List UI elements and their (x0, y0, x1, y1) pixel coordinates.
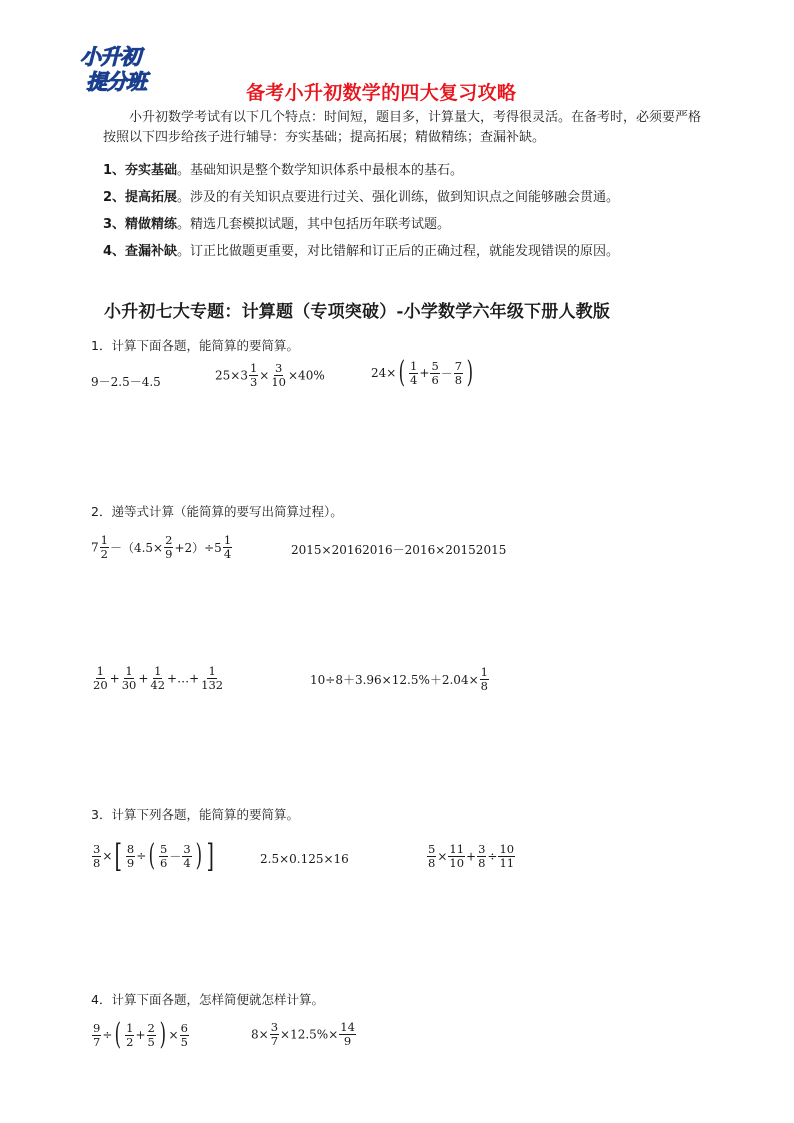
q4-expr-a: $\frac{9}{7}$ ÷( $\frac{1}{2}$ + $\frac{2}{5}$ ) × $\frac{6}{5}$ (93, 1017, 188, 1052)
q2-expr-a: 7 $\frac{1}{2}$ －（4.5× $\frac{2}{9}$ +2）÷5 $\frac{1}{4}$ (91, 533, 232, 561)
q4a-frac-3: $\frac{2}{5}$ (147, 1020, 155, 1049)
q1b-frac-1: $\frac{1}{3}$ (249, 361, 258, 389)
q3c-frac-2: $\frac{11}{10}$ (449, 842, 465, 870)
tip-3-head: 3、精做精练 (103, 217, 178, 232)
q4b-frac-2: $\frac{14}{9}$ (340, 1020, 355, 1048)
q1c-frac-3: $\frac{7}{8}$ (454, 358, 463, 387)
question-2-label: 2．递等式计算（能简算的要写出简算过程）。 (91, 504, 343, 519)
q2-expr-c: $\frac{1}{20}$ + $\frac{1}{30}$ + $\frac{1}{42}$ +…+ $\frac{1}{132}$ (93, 664, 224, 692)
q1b-part: ×40% (288, 368, 325, 383)
q4a-frac-4: $\frac{6}{5}$ (180, 1020, 188, 1049)
q4a-frac-2: $\frac{1}{2}$ (126, 1020, 134, 1049)
logo (80, 43, 168, 99)
q1c-frac-2: $\frac{5}{6}$ (431, 358, 439, 387)
q1-expr-b (215, 362, 325, 389)
tip-2-head: 2、提高拓展 (103, 190, 178, 205)
q2c-frac-4: $\frac{1}{132}$ (201, 664, 224, 692)
tip-2 (103, 188, 619, 208)
q3a-frac-2: $\frac{8}{9}$ (126, 841, 135, 870)
tip-4 (103, 242, 619, 262)
q4b-frac-1: $\frac{3}{7}$ (270, 1020, 279, 1048)
bracket-open: [ (114, 837, 123, 875)
q2d-frac: $\frac{1}{8}$ (480, 665, 488, 693)
bracket-close: ] (206, 837, 215, 875)
q2a-frac-3: $\frac{1}{4}$ (223, 533, 232, 561)
q3-expr-b: 2.5×0.125×16 (260, 852, 349, 866)
q3c-frac-3: $\frac{3}{8}$ (478, 842, 486, 870)
q2c-frac-3: $\frac{1}{42}$ (150, 664, 166, 692)
tip-4-text: 。订正比做题更重要，对比错解和订正后的正确过程，就能发现错误的原因。 (177, 244, 620, 259)
q3c-frac-4: $\frac{10}{11}$ (499, 842, 515, 870)
q2c-frac-1: $\frac{1}{20}$ (93, 664, 108, 692)
tip-1-text: 。基础知识是整个数学知识体系中最根本的基石。 (177, 163, 464, 178)
q2-expr-d: 10÷8＋3.96×12.5%＋2.04× $\frac{1}{8}$ (310, 665, 488, 693)
q1b-part: × (259, 368, 270, 383)
q1c-frac-1: $\frac{1}{4}$ (410, 358, 418, 387)
paren-open: ( (115, 1017, 122, 1052)
tip-3-text: 。精选几套模拟试题，其中包括历年联考试题。 (177, 217, 451, 232)
tip-3 (103, 215, 450, 235)
paren-open: ( (148, 838, 156, 873)
paren-close: ) (159, 1017, 166, 1052)
q3-expr-c: $\frac{5}{8}$ × $\frac{11}{10}$ + $\frac{3}{8}$ ÷ $\frac{10}{11}$ (428, 842, 515, 870)
tip-1-head: 1、夯实基础 (103, 163, 178, 178)
q1c-part: 24× (371, 366, 397, 380)
q3a-frac-3: $\frac{5}{6}$ (159, 841, 168, 870)
paren-open: ( (398, 355, 406, 390)
document-title: 备考小升初数学的四大复习攻略 (246, 82, 517, 104)
paren-close: ) (466, 355, 474, 390)
q1-expr-c: 24×( $\frac{1}{4}$ + $\frac{5}{6}$ － $\frac{7}{8}$ ) (371, 355, 474, 390)
q1-expr-a: 9－2.5－4.5 (91, 375, 161, 389)
logo-line-2: 提分班 (86, 70, 146, 94)
q1b-frac-2: $\frac{3}{10}$ (271, 361, 286, 389)
intro-paragraph: 小升初数学考试有以下几个特点：时间短，题目多，计算量大，考得很灵活。在备考时，必须要严格按照以下四步给孩子进行辅导：夯实基础；提高拓展；精做精练；查漏补缺。 (103, 110, 702, 145)
q3c-frac-1: $\frac{5}{8}$ (428, 842, 436, 870)
tip-1 (103, 161, 463, 181)
q1b-part: 25×3 (215, 368, 248, 383)
q2a-frac-1: $\frac{1}{2}$ (100, 533, 108, 561)
q4-expr-b: 8× $\frac{3}{7}$ ×12.5%× $\frac{14}{9}$ (251, 1020, 355, 1048)
q2c-frac-2: $\frac{1}{30}$ (121, 664, 137, 692)
tip-4-head: 4、查漏补缺 (103, 244, 178, 259)
q3-expr-a: $\frac{3}{8}$ ×[ $\frac{8}{9}$ ÷( $\frac{5}{6}$ － $\frac{3}{4}$ ) ] (93, 837, 215, 875)
paren-close: ) (195, 838, 202, 873)
q4a-frac-1: $\frac{9}{7}$ (93, 1020, 101, 1049)
q3a-frac-4: $\frac{3}{4}$ (183, 841, 191, 870)
question-1-label: 1．计算下面各题，能简算的要简算。 (91, 338, 299, 353)
question-4-label: 4．计算下面各题，怎样简便就怎样计算。 (91, 992, 324, 1007)
tip-2-text: 。涉及的有关知识点要进行过关、强化训练，做到知识点之间能够融会贯通。 (177, 190, 620, 205)
q2a-frac-2: $\frac{2}{9}$ (165, 533, 173, 561)
q2-expr-b: 2015×20162016－2016×20152015 (291, 543, 507, 557)
question-3-label: 3．计算下列各题，能简算的要简算。 (91, 807, 299, 822)
logo-line-1: 小升初 (80, 45, 140, 69)
q3a-frac-1: $\frac{3}{8}$ (93, 841, 101, 870)
section-title: 小升初七大专题：计算题（专项突破）-小学数学六年级下册人教版 (104, 302, 611, 322)
